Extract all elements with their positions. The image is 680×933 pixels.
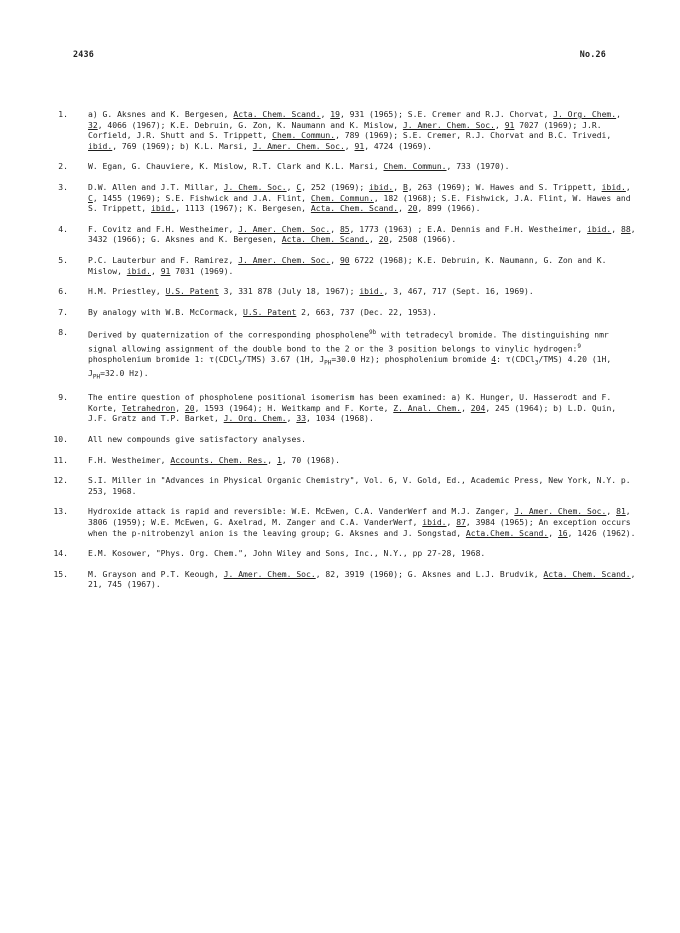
citation-text: , 182 (1968); S.E. Fishwick, J.A. Flint, W. Hawes and S. Trippett, — [88, 193, 631, 214]
citation-underlined-text: 85 — [339, 224, 350, 234]
citation-text: phospholenium bromide 1: τ(CDCl — [88, 354, 239, 364]
reference-text — [88, 328, 638, 383]
citation-text: D.W. Allen and J.T. Millar, — [88, 182, 224, 192]
reference-text — [88, 308, 638, 319]
citation-text: PH — [92, 373, 101, 381]
reference-text — [88, 225, 638, 246]
citation-text: F.H. Westheimer, — [88, 455, 171, 465]
citation-text: , — [616, 110, 621, 119]
citation-underlined-text: 1 — [276, 455, 282, 465]
citation-text: , 1113 (1967); K. Bergesen, — [175, 204, 311, 214]
citation-text: , 789 (1969); S.E. Cremer, R.J. Chorvat and B.C. Trivedi, — [335, 131, 612, 141]
citation-text: , — [330, 255, 340, 265]
citation-text: F. Covitz and F.H. Westheimer, — [88, 224, 239, 234]
citation-text: , — [151, 266, 161, 276]
citation-text: , 4066 (1967); K.E. Debruin, G. Zon, K. Naumann and K. Mislow, — [97, 120, 403, 130]
citation-underlined-text: J. Org. Chem. — [223, 414, 287, 424]
citation-text: , — [320, 110, 331, 119]
citation-text: , — [175, 403, 185, 413]
citation-text: 6722 (1968); K.E. Debruin, K. Naumann, G. Zon and K. Mislow, — [88, 255, 607, 276]
citation-text: a) G. Aksnes and K. Bergesen, — [88, 110, 234, 119]
citation-underlined-text: Acta. Chem. Scand. — [543, 569, 631, 579]
citation-text: W. Egan, G. Chauviere, K. Mislow, R.T. Clark and K.L. Marsi, — [88, 162, 384, 172]
citation-underlined-text: J. Amer. Chem. Soc. — [252, 141, 345, 151]
citation-underlined-text: 33 — [296, 414, 307, 424]
reference-item — [48, 328, 638, 383]
citation-text: , — [393, 182, 403, 192]
reference-number: 13. — [53, 507, 68, 517]
citation-text: , 3984 (1965); An exception occurs when the p-nitrobenzyl anion is the leaving group; G. Aksnes and J. Songstad, — [88, 518, 631, 538]
citation-underlined-text: 16 — [557, 528, 568, 538]
citation-underlined-text: J. Amer. Chem. Soc. — [514, 507, 607, 517]
issue-number: No.26 — [579, 49, 606, 59]
citation-text: , — [286, 414, 297, 424]
citation-text: , — [446, 518, 457, 527]
citation-underlined-text: Chem. Commun. — [383, 162, 447, 172]
citation-text: /TMS) 4.20 (1H, J — [88, 354, 612, 379]
reference-text — [88, 507, 638, 539]
citation-underlined-text: 91 — [504, 120, 515, 130]
citation-text: , — [330, 224, 340, 234]
citation-underlined-text: 88 — [620, 224, 631, 234]
reference-number: 10. — [53, 435, 68, 445]
citation-text: 9 — [577, 342, 581, 350]
citation-text: , — [369, 235, 379, 245]
citation-text: 3 — [238, 359, 242, 367]
reference-number: 9. — [58, 393, 68, 403]
citation-text: =32.0 Hz). — [100, 369, 149, 379]
reference-text — [88, 110, 638, 152]
citation-text: , 1773 (1963) ; E.A. Dennis and F.H. Westheimer, — [349, 224, 588, 234]
citation-text: , 899 (1966). — [417, 204, 481, 214]
citation-text: The entire question of phospholene positional isomerism has been examined: a) K. Hunger, U. Hasserodt and F. Korte, — [88, 393, 612, 413]
reference-item — [48, 162, 638, 173]
citation-text: , 1426 (1962). — [567, 528, 636, 538]
citation-text: By analogy with W.B. McCormack, — [88, 307, 244, 317]
citation-text: E.M. Kosower, "Phys. Org. Chem.", John Wiley and Sons, Inc., N.Y., pp 27-28, 1968. — [88, 549, 486, 559]
citation-text: , 931 (1965); S.E. Cremer and R.J. Chorvat, — [339, 110, 554, 119]
citation-text: H.M. Priestley, — [88, 287, 166, 297]
citation-text: , 3, 467, 717 (Sept. 16, 1969). — [383, 287, 534, 297]
citation-underlined-text: J. Amer. Chem. Soc. — [238, 224, 331, 234]
citation-underlined-text: ibid. — [422, 518, 447, 527]
citation-text: Derived by quaternization of the corresponding phospholene — [88, 330, 369, 340]
citation-underlined-text: C — [88, 193, 93, 203]
citation-underlined-text: ibid. — [88, 141, 113, 151]
citation-text: P.C. Lauterbur and F. Ramirez, — [88, 255, 239, 265]
reference-item — [48, 225, 638, 246]
citation-text: : τ(CDCl — [496, 354, 535, 364]
citation-text: 3 — [534, 359, 539, 367]
citation-underlined-text: ibid. — [126, 266, 151, 276]
citation-text: , — [606, 507, 617, 517]
citation-text: , 245 (1964); b) L.D. Quin, J.F. Gratz and T.P. Barket, — [88, 403, 617, 424]
reference-text — [88, 393, 638, 425]
citation-underlined-text: J. Chem. Soc. — [223, 182, 287, 192]
citation-underlined-text: 91 — [354, 141, 365, 151]
citation-underlined-text: Acta. Chem. Scand. — [310, 204, 399, 214]
reference-number: 5. — [58, 255, 68, 265]
reference-number: 12. — [53, 476, 68, 486]
reference-item — [48, 507, 638, 539]
citation-text: , — [494, 120, 505, 130]
citation-underlined-text: 19 — [330, 110, 340, 119]
citation-underlined-text: 91 — [160, 266, 171, 276]
citation-text: , — [461, 403, 471, 413]
reference-number: 6. — [58, 287, 68, 297]
reference-text — [88, 183, 638, 215]
citation-underlined-text: Acta.Chem. Scand. — [465, 528, 549, 538]
reference-number: 11. — [53, 455, 68, 465]
reference-number: 14. — [53, 549, 68, 559]
reference-text — [88, 162, 638, 173]
citation-text: , 252 (1969); — [301, 182, 370, 192]
citation-underlined-text: Z. Anal. Chem. — [393, 403, 462, 413]
reference-item — [48, 308, 638, 319]
citation-text: 7027 (1969); J.R. Corfield, J.R. Shutt and S. Trippett, — [88, 120, 602, 141]
reference-item — [48, 476, 638, 497]
citation-text: , 2508 (1966). — [388, 235, 457, 245]
citation-text: , — [267, 455, 277, 465]
citation-text: =30.0 Hz); phospholenium bromide — [331, 354, 492, 364]
citation-underlined-text: Chem. Commun. — [272, 131, 336, 141]
citation-text: 9b — [369, 329, 377, 337]
citation-underlined-text: 20 — [184, 403, 195, 413]
citation-underlined-text: Acta. Chem. Scand. — [281, 235, 370, 245]
citation-text: , 769 (1969); b) K.L. Marsi, — [112, 141, 253, 151]
citation-underlined-text: ibid. — [587, 224, 612, 234]
citation-text: PH — [324, 359, 332, 367]
citation-text: , — [286, 182, 297, 192]
citation-text: , 82, 3919 (1960); G. Aksnes and L.J. Brudvik, — [315, 569, 544, 579]
citation-text: , 1455 (1969); S.E. Fishwick and J.A. Flint, — [92, 193, 311, 203]
citation-underlined-text: 81 — [616, 507, 626, 517]
citation-text: M. Grayson and P.T. Keough, — [88, 569, 224, 579]
citation-underlined-text: C — [296, 182, 302, 192]
citation-text: Hydroxide attack is rapid and reversible: W.E. McEwen, C.A. VanderWerf and M.J. Zanger, — [88, 507, 515, 517]
citation-text: , — [625, 182, 631, 192]
reference-text — [88, 287, 638, 298]
citation-underlined-text: 20 — [378, 235, 389, 245]
citation-underlined-text: ibid. — [359, 287, 384, 297]
reference-number: 7. — [58, 307, 68, 317]
citation-underlined-text: J. Org. Chem. — [553, 110, 617, 119]
citation-underlined-text: U.S. Patent — [165, 287, 219, 297]
citation-underlined-text: Chem. Commun. — [310, 193, 374, 203]
reference-item — [48, 549, 638, 560]
citation-text: 7031 (1969). — [170, 266, 234, 276]
citation-text: , 733 (1970). — [446, 162, 510, 172]
citation-underlined-text: J. Amer. Chem. Soc. — [238, 255, 331, 265]
citation-underlined-text: ibid. — [369, 182, 394, 192]
reference-number: 8. — [58, 328, 68, 338]
citation-underlined-text: Accounts. Chem. Res. — [170, 455, 268, 465]
page-number: 2436 — [73, 49, 94, 59]
reference-text — [88, 435, 638, 446]
reference-text — [88, 549, 638, 560]
citation-text: , 3432 (1966); G. Aksnes and K. Bergesen, — [88, 224, 636, 245]
citation-text: S.I. Miller in "Advances in Physical Organic Chemistry", Vol. 6, V. Gold, Ed., Academic Press, New York, N.Y. p. 253, 1968. — [88, 476, 631, 496]
citation-underlined-text: 4 — [491, 354, 497, 364]
citation-underlined-text: J. Amer. Chem. Soc. — [402, 120, 495, 130]
citation-text: 3, 331 878 (July 18, 1967); — [218, 287, 360, 297]
citation-text: with tetradecyl bromide. The distinguishing nmr signal allowing assignment of the double bond to the 2 or the 3 position belongs to vinylic hydrogen: — [88, 330, 609, 354]
citation-text: , — [548, 528, 558, 538]
citation-underlined-text: 90 — [339, 255, 350, 265]
citation-text: /TMS) 3.67 (1H, J — [241, 354, 325, 364]
citation-underlined-text: ibid. — [150, 204, 176, 214]
citation-underlined-text: 20 — [407, 204, 418, 214]
citation-underlined-text: Acta. Chem. Scand. — [233, 110, 321, 119]
citation-text: , 1593 (1964); H. Weitkamp and F. Korte, — [194, 403, 394, 413]
citation-underlined-text: 32 — [88, 120, 98, 130]
citation-underlined-text: 87 — [456, 518, 466, 527]
reference-number: 4. — [58, 224, 68, 234]
reference-item — [48, 393, 638, 425]
citation-text: , 70 (1968). — [281, 455, 340, 465]
reference-item — [48, 435, 638, 446]
reference-text — [88, 476, 638, 497]
citation-underlined-text: U.S. Patent — [243, 307, 297, 317]
citation-text: , — [344, 141, 355, 151]
citation-text: , 263 (1969); W. Hawes and S. Trippett, — [407, 182, 602, 192]
reference-number: 1. — [58, 110, 68, 119]
reference-item — [48, 183, 638, 215]
reference-number: 15. — [53, 569, 68, 579]
reference-item — [48, 256, 638, 277]
reference-item — [48, 110, 638, 152]
citation-underlined-text: B — [402, 182, 408, 192]
reference-item — [48, 287, 638, 298]
reference-list — [48, 110, 638, 601]
reference-number: 3. — [58, 182, 68, 192]
citation-text: , 3806 (1959); W.E. McEwen, G. Axelrad, M. Zanger and C.A. VanderWerf, — [88, 507, 631, 527]
reference-text — [88, 570, 638, 591]
citation-text: , — [398, 204, 408, 214]
reference-text — [88, 456, 638, 467]
citation-text: , 1034 (1968). — [306, 414, 374, 424]
citation-underlined-text: J. Amer. Chem. Soc. — [223, 569, 316, 579]
reference-text — [88, 256, 638, 277]
citation-text: , 21, 745 (1967). — [88, 569, 636, 590]
citation-underlined-text: ibid. — [601, 182, 626, 192]
citation-underlined-text: 204 — [470, 403, 486, 413]
citation-text: , — [611, 224, 621, 234]
reference-item — [48, 570, 638, 591]
citation-text: , 4724 (1969). — [364, 141, 433, 151]
citation-text: 2, 663, 737 (Dec. 22, 1953). — [296, 307, 437, 317]
reference-item — [48, 456, 638, 467]
reference-number: 2. — [58, 162, 68, 172]
citation-text: All new compounds give satisfactory analyses. — [88, 435, 307, 445]
citation-underlined-text: Tetrahedron — [121, 403, 176, 413]
